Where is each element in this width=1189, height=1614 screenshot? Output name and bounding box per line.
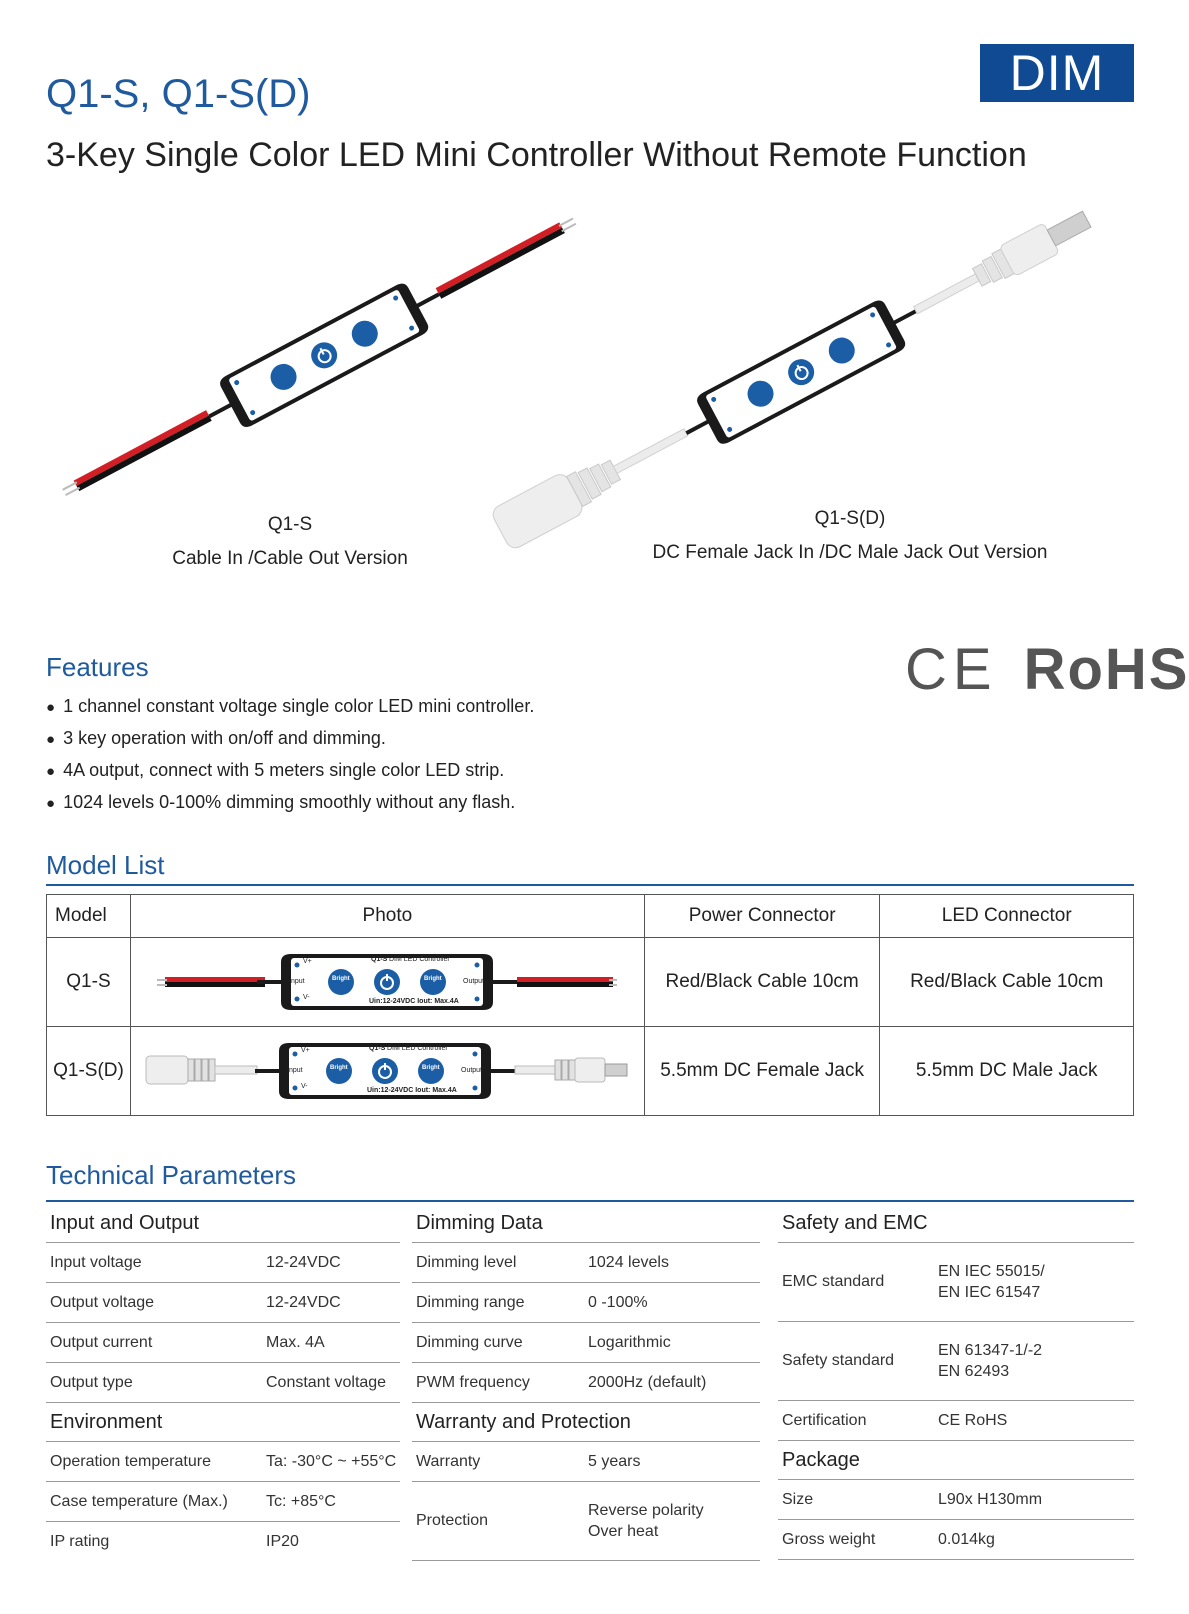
caption-text: DC Female Jack In /DC Male Jack Out Version: [652, 542, 1048, 563]
param-value: Max. 4A: [266, 1333, 325, 1351]
tech-column-3: [778, 1204, 1134, 1560]
param-key: Protection: [416, 1512, 489, 1529]
param-value-line: Reverse polarity: [588, 1502, 704, 1519]
ce-logo: CE: [905, 637, 998, 702]
device-label: V-: [301, 1083, 308, 1090]
device-label: V+: [301, 1047, 311, 1054]
param-row: [46, 1283, 400, 1323]
device-label: V-: [303, 994, 310, 1001]
param-key: Certification: [782, 1411, 867, 1429]
param-value: CE RoHS: [938, 1411, 1008, 1429]
device-label: Bright: [424, 976, 443, 982]
device-label: Uin:12-24VDC Iout: Max.4A: [369, 998, 460, 1005]
device-label: DIM LED Controller: [389, 956, 451, 963]
divider: [46, 884, 1134, 886]
param-key: Input voltage: [50, 1253, 142, 1271]
param-value: 1024 levels: [588, 1253, 669, 1271]
features-list: [46, 690, 534, 818]
param-key: Size: [782, 1490, 814, 1508]
param-row: [46, 1243, 400, 1283]
param-value: [588, 1500, 704, 1542]
param-key: Case temperature (Max.): [50, 1492, 228, 1510]
group-title: Input and Output: [46, 1204, 400, 1243]
tech-column-1: [46, 1204, 400, 1561]
technical-title: Technical Parameters: [46, 1160, 296, 1190]
param-row: [778, 1480, 1134, 1520]
page-title: Q1-S, Q1-S(D): [46, 72, 311, 116]
param-row: [46, 1363, 400, 1403]
param-key: PWM frequency: [416, 1373, 530, 1391]
device-label: Uin:12-24VDC Iout: Max.4A: [367, 1087, 458, 1094]
header-power: Power Connector: [644, 895, 880, 938]
photo-q1s-flat: [157, 947, 617, 1017]
param-key: IP rating: [50, 1532, 110, 1550]
cell-power: Red/Black Cable 10cm: [644, 938, 880, 1027]
table-header-row: [47, 895, 1134, 938]
param-key: Output current: [50, 1333, 153, 1351]
param-value: 12-24VDC: [266, 1293, 341, 1311]
cert-logos: [905, 636, 1189, 703]
photo-q1sd-flat: [142, 1036, 632, 1106]
divider: [46, 1200, 1134, 1202]
param-key: Operation temperature: [50, 1452, 211, 1470]
device-label: Bright: [422, 1065, 441, 1071]
caption-text: Cable In /Cable Out Version: [172, 548, 408, 569]
cell-model: Q1-S: [47, 938, 131, 1027]
model-list-title: Model List: [46, 850, 165, 880]
group-title: Dimming Data: [412, 1204, 760, 1243]
page-subtitle: 3-Key Single Color LED Mini Controller Without Remote Function: [46, 136, 1027, 174]
header-model: Model: [47, 895, 131, 938]
feature-item: ● 3 key operation with on/off and dimming.: [46, 722, 534, 754]
param-value: 0.014kg: [938, 1530, 995, 1548]
feature-item: ● 1024 levels 0-100% dimming smoothly without any flash.: [46, 786, 534, 818]
param-row: [412, 1243, 760, 1283]
device-label: Input: [289, 978, 305, 985]
table-row: [47, 1027, 1134, 1116]
cell-photo: [130, 938, 644, 1027]
cell-led: 5.5mm DC Male Jack: [880, 1027, 1134, 1116]
param-key: Output type: [50, 1373, 133, 1391]
param-value: Ta: -30°C ~ +55°C: [266, 1452, 397, 1470]
param-row: [46, 1442, 400, 1482]
param-value: 2000Hz (default): [588, 1373, 707, 1391]
group-title: Package: [778, 1441, 1134, 1480]
device-label: Input: [287, 1067, 303, 1074]
param-value-line: EN 62493: [938, 1363, 1010, 1380]
device-label: Q1-S: [371, 956, 388, 963]
param-value: 0 -100%: [588, 1293, 648, 1311]
param-row: [412, 1323, 760, 1363]
features-title: Features: [46, 652, 149, 682]
param-value: Constant voltage: [266, 1373, 387, 1391]
feature-item: ● 1 channel constant voltage single color LED mini controller.: [46, 690, 534, 722]
param-value-line: EN IEC 55015/: [938, 1263, 1045, 1280]
model-table: [46, 894, 1134, 1116]
cell-led: Red/Black Cable 10cm: [880, 938, 1134, 1027]
device-label: Output: [463, 978, 485, 985]
param-key: Dimming level: [416, 1253, 517, 1271]
cell-model: Q1-S(D): [47, 1027, 131, 1116]
param-value: 12-24VDC: [266, 1253, 341, 1271]
param-row: [412, 1283, 760, 1323]
param-key: Gross weight: [782, 1530, 876, 1548]
param-value: 5 years: [588, 1452, 641, 1470]
param-key: Safety standard: [782, 1352, 895, 1369]
device-label: DIM LED Controller: [387, 1045, 449, 1052]
tech-column-2: [412, 1204, 760, 1561]
param-value-line: Over heat: [588, 1523, 659, 1540]
param-row: [778, 1520, 1134, 1560]
caption-model: Q1-S(D): [814, 508, 886, 529]
param-row: [778, 1401, 1134, 1441]
caption-model: Q1-S: [267, 514, 313, 535]
caption-q1s: [140, 508, 440, 576]
param-row: [46, 1323, 400, 1363]
caption-q1sd: [620, 502, 1080, 570]
header-led: LED Connector: [880, 895, 1134, 938]
param-value-line: EN 61347-1/-2: [938, 1342, 1043, 1359]
param-row: [412, 1482, 760, 1561]
param-row: [778, 1243, 1134, 1322]
device-label: Q1-S: [369, 1045, 386, 1052]
param-value: [938, 1340, 1042, 1382]
param-key: Warranty: [416, 1452, 481, 1470]
device-label: Output: [461, 1067, 483, 1074]
device-label: Bright: [332, 976, 351, 982]
param-value: Logarithmic: [588, 1333, 671, 1351]
param-key: Output voltage: [50, 1293, 155, 1311]
param-value: IP20: [266, 1532, 299, 1550]
group-title: Environment: [46, 1403, 400, 1442]
dim-badge: DIM: [980, 44, 1134, 102]
feature-item: ● 4A output, connect with 5 meters single color LED strip.: [46, 754, 534, 786]
param-row: [46, 1522, 400, 1561]
param-row: [412, 1442, 760, 1482]
cell-photo: [130, 1027, 644, 1116]
param-key: Dimming curve: [416, 1333, 523, 1351]
param-key: Dimming range: [416, 1293, 525, 1311]
device-label: V+: [303, 958, 313, 965]
device-label: Bright: [330, 1065, 349, 1071]
table-row: [47, 938, 1134, 1027]
cell-power: 5.5mm DC Female Jack: [644, 1027, 880, 1116]
rohs-logo: RoHS: [1023, 637, 1189, 702]
group-title: Safety and EMC: [778, 1204, 1134, 1243]
param-row: [778, 1322, 1134, 1401]
group-title: Warranty and Protection: [412, 1403, 760, 1442]
param-value: L90x H130mm: [938, 1490, 1043, 1508]
header-photo: Photo: [130, 895, 644, 938]
param-row: [412, 1363, 760, 1403]
param-value: Tc: +85°C: [266, 1492, 336, 1510]
param-value: [938, 1261, 1045, 1303]
param-key: EMC standard: [782, 1273, 885, 1290]
param-value-line: EN IEC 61547: [938, 1284, 1041, 1301]
param-row: [46, 1482, 400, 1522]
